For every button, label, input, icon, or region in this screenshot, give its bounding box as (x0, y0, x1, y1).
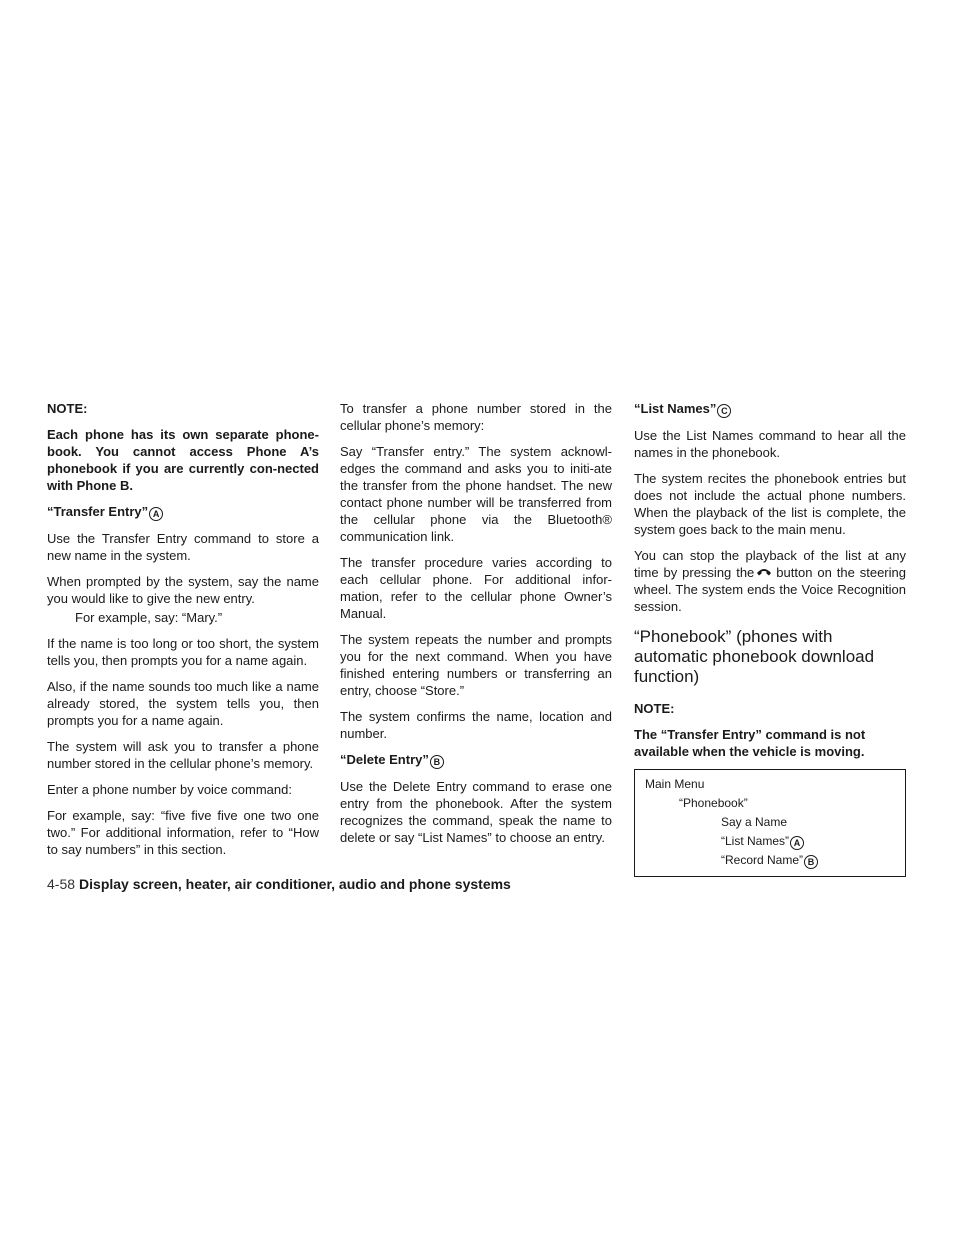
paragraph-with-icon: You can stop the playback of the list at any time by pressing the button on the steering wheel. The system ends the Voice Recognition session. (634, 548, 906, 614)
paragraph: The system confirms the name, location and number. (340, 709, 612, 741)
callout-b-icon: B (430, 755, 444, 769)
paragraph: If the name is too long or too short, the system tells you, then prompts you for a name again. (47, 636, 319, 668)
paragraph: Enter a phone number by voice command: (47, 782, 292, 797)
delete-entry-heading: “Delete Entry” B (340, 751, 612, 769)
menu-main: Main Menu (645, 777, 705, 791)
callout-a-icon: A (790, 836, 804, 850)
note-label: NOTE: (47, 401, 88, 416)
paragraph: Use the Delete Entry command to erase one entry from the phonebook. After the system recognizes the command, speak the name to delete or say “List Names” to choose an entry. (340, 779, 612, 845)
menu-tree-box (634, 769, 906, 877)
paragraph: The transfer procedure varies according to each cellular phone. For additional infor-mation, refer to the cellular phone Owner’s Manual. (340, 555, 612, 621)
callout-a-icon: A (149, 507, 163, 521)
phone-hang-up-icon (756, 567, 772, 576)
paragraph: To transfer a phone number stored in the cellular phone’s memory: (340, 401, 612, 433)
note-label: NOTE: (634, 701, 675, 716)
note-text: The “Transfer Entry” command is not available when the vehicle is moving. (634, 727, 866, 759)
paragraph: Say “Transfer entry.” The system acknowl-edges the command and asks you to initi-ate the transfer from the phone handset. The new contact phone number will be transferred from the cellular phone via the Bluetooth® communication link. (340, 444, 612, 544)
note-text: Each phone has its own separate phone-book. You cannot access Phone A’s phonebook if you are currently con-nected with Phone B. (47, 427, 319, 493)
example-text: For example, say: “Mary.” (75, 610, 223, 625)
paragraph: When prompted by the system, say the name you would like to give the new entry. (47, 574, 319, 606)
page-footer (47, 876, 511, 892)
column-3 (634, 400, 906, 877)
menu-record-name: “Record Name” B (645, 851, 895, 870)
column-1 (47, 400, 319, 867)
paragraph: Use the List Names command to hear all the names in the phonebook. (634, 428, 906, 460)
menu-list-names: “List Names” A (645, 832, 895, 851)
column-2 (340, 400, 612, 855)
paragraph: For example, say: “five five five one two one two.” For additional information, refer to “How to say numbers” in this section. (47, 808, 319, 857)
paragraph: Use the Transfer Entry command to store a new name in the system. (47, 531, 319, 563)
paragraph: The system recites the phonebook entries but does not include the actual phone numbers. When the playback of the list is complete, the system goes back to the main menu. (634, 471, 906, 537)
callout-b-icon: B (804, 855, 818, 869)
transfer-entry-heading: “Transfer Entry” A (47, 503, 319, 521)
callout-c-icon: C (717, 404, 731, 418)
list-names-heading: “List Names” C (634, 400, 906, 418)
paragraph: Also, if the name sounds too much like a name already stored, the system tells you, then prompts you for a name again. (47, 679, 319, 728)
paragraph: The system will ask you to transfer a phone number stored in the cellular phone’s memory. (47, 739, 319, 771)
menu-say-name: Say a Name (721, 815, 788, 829)
page-number: 4-58 (47, 876, 76, 892)
paragraph: The system repeats the number and prompts you for the next command. When you have finished entering numbers or transferring an entry, choose “Store.” (340, 632, 612, 698)
menu-phonebook: “Phonebook” (679, 796, 748, 810)
section-heading: “Phonebook” (phones with automatic phonebook download function) (634, 627, 875, 686)
chapter-title: Display screen, heater, air conditioner, audio and phone systems (79, 876, 511, 892)
